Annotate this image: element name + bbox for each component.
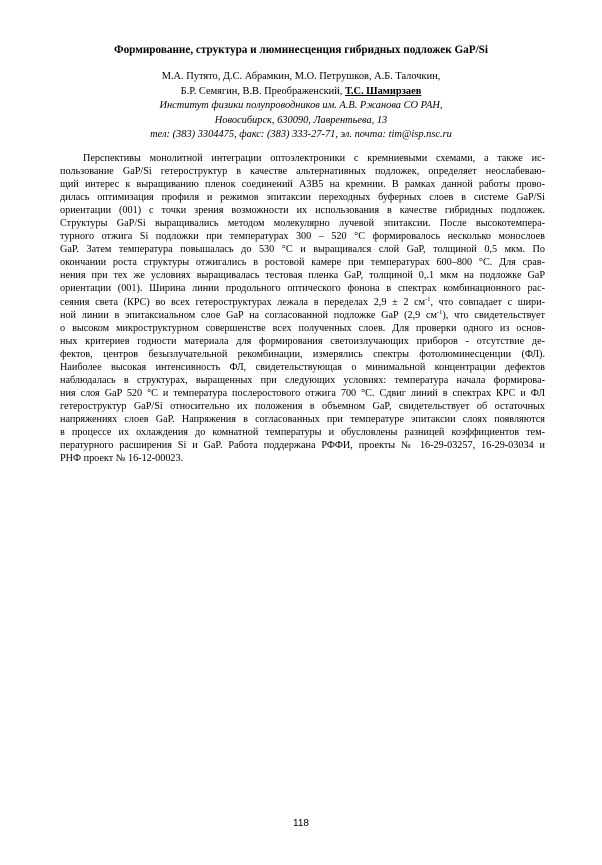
affiliation-line-2: Новосибирск, 630090, Лаврентьева, 13 bbox=[214, 114, 388, 126]
body-line: РНФ проект № 16-12-00023. bbox=[60, 453, 184, 465]
body-line-part: , что совпадает с шири- bbox=[430, 296, 545, 308]
body-line: Перспективы монолитной интеграции оптоэлектроники с кремниевыми схемами, а также ис- bbox=[83, 153, 545, 164]
abstract-body bbox=[60, 152, 545, 465]
superscript: -1 bbox=[436, 308, 443, 316]
body-line: Структуры GaP/Si выращивались методом молекулярно лучевой эпитаксии. После высокотемпера- bbox=[60, 218, 545, 230]
body-line-part: ной линии в эпитаксиальном слое GaP на согласованной подложке GaP (2,9 см bbox=[60, 309, 437, 321]
affiliation-line-1: Институт физики полупроводников им. А.В. Ржанова СО РАН, bbox=[159, 100, 443, 112]
body-line: ориентации (001). Ширина линии продольного оптического фонона в спектрах комбинационного рас- bbox=[60, 283, 545, 295]
body-line: окончании роста структуры отжигались в ростовой камере при температурах 600–800 °С. Для срав- bbox=[60, 257, 545, 269]
body-line bbox=[60, 296, 545, 309]
body-line: пературного расширения Si и GaP. Работа поддержана РФФИ, проекты № 16-29-03257, 16-29-03034 и bbox=[60, 440, 545, 452]
authors-line-2 bbox=[40, 85, 562, 100]
body-line: нения при тех же условиях выращивалась тестовая пленка GaP, толщиной 0,.1 мкм на подложке GaP bbox=[60, 270, 545, 282]
authors-line-2-text: Б.Р. Семягин, В.В. Преображенский, bbox=[180, 85, 345, 97]
body-line: дилась оптимизация профиля и режимов эпитаксии переходных буферных слоев в системе GaP/Si bbox=[60, 192, 545, 204]
body-line-part: сеяния света (КРС) во всех гетероструктурах лежала в переделах 2,9 ± 2 см bbox=[60, 296, 426, 308]
body-line: ния слоя GaP 520 °С и температура послеростового отжига 700 °С. Сдвиг линий в спектрах КРС и ФЛ bbox=[60, 387, 545, 399]
body-line: GaP. Затем температура повышалась до 530 °С и выращивался слой GaP, толщиной 0,5 мкм. По bbox=[60, 244, 545, 256]
body-line: пользование GaP/Si гетероструктур в качестве альтернативных подложек, определяет неослабеваю- bbox=[60, 166, 545, 178]
body-line: фектов, центров безызлучательной рекомбинации, измерялись спектры фотолюминесценции (ФЛ). bbox=[60, 348, 545, 360]
page-number: 118 bbox=[293, 818, 309, 829]
authors-line-1: М.А. Путято, Д.С. Абрамкин, М.О. Петрушков, А.Б. Талочкин, bbox=[161, 71, 441, 82]
body-line: гетероструктур GaP/Si относительно их положения в объемном GaP, свидетельствует об остаточных bbox=[60, 400, 545, 412]
body-line-part: ), что свидетельствует bbox=[442, 309, 545, 321]
body-line: щий интерес к выращиванию пленок соединений А3В5 на кремнии. В рамках данной работы прово- bbox=[60, 179, 545, 191]
body-line bbox=[60, 309, 545, 322]
body-line: наблюдалась в структурах, выращенных при следующих условиях: температура начала формирова- bbox=[60, 374, 545, 386]
body-line: Наиболее высокая интенсивность ФЛ, свидетельствующая о минимальной концентрации дефектов bbox=[60, 361, 545, 373]
body-line: напряжениях слоев GaP. Напряжения в согласованных при температуре эпитаксии слоях появляются bbox=[60, 413, 545, 425]
body-line: ных критериев годности материала для формирования светоизлучающих приборов - отсутствие де- bbox=[60, 335, 545, 347]
contact-info: тел: (383) 3304475, факс: (383) 333-27-71, эл. почта: tim@isp.nsc.ru bbox=[150, 129, 452, 141]
body-line: турного отжига Si подложки при температурах 300 – 520 °С формировалось несколько монослоев bbox=[60, 231, 545, 243]
body-line: ориентации (001) с точки зрения возможности их использования в качестве гибридных подложек. bbox=[60, 205, 545, 217]
paper-title: Формирование, структура и люминесценция гибридных подложек GaP/Si bbox=[113, 44, 489, 56]
author-block bbox=[40, 70, 562, 143]
presenting-author: Т.С. Шамирзаев bbox=[344, 85, 422, 97]
superscript: -1 bbox=[425, 295, 431, 303]
body-line: в процессе их охлаждения до комнатной температуры и обусловлены разницей коэффициентов тем- bbox=[60, 426, 545, 438]
body-line: о высоком микроструктурном совершенстве всех полученных слоев. Для проверки одного из основ- bbox=[60, 322, 545, 334]
